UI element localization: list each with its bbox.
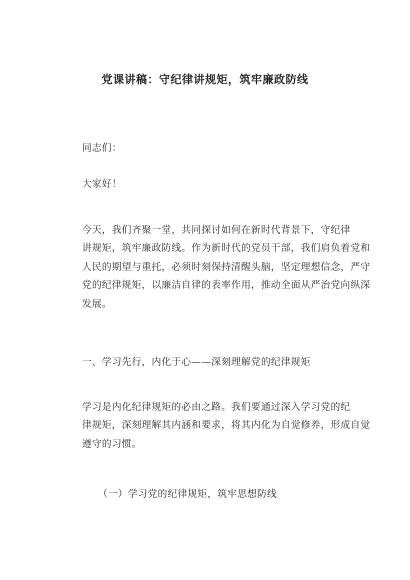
intro-line: 党的纪律规矩，以廉洁自律的表率作用，推动全面从严治党向纵深 [82, 280, 371, 292]
intro-line: 发展。 [82, 298, 112, 310]
section-line: 遵守的习惯。 [82, 438, 142, 450]
document-title: 党课讲稿：守纪律讲规矩，筑牢廉政防线 [101, 73, 309, 86]
section-line: 律规矩，深刻理解其内涵和要求，将其内化为自觉修养，形成自觉 [82, 420, 371, 432]
intro-line: 讲规矩，筑牢廉政防线。作为新时代的党员干部，我们肩负着党和 [82, 243, 371, 255]
section-paragraph [82, 399, 371, 454]
greeting-line: 同志们： [82, 143, 122, 154]
section-heading: 一、学习先行，内化于心——深刻理解党的纪律规矩 [82, 357, 311, 368]
intro-line: 人民的期望与重托，必须时刻保持清醒头脑，坚定理想信念，严守 [82, 261, 371, 273]
intro-paragraph [82, 222, 371, 314]
intro-line: 今天，我们齐聚一堂，共同探讨如何在新时代背景下，守纪律 [82, 225, 351, 236]
section-line: 学习是内化纪律规矩的必由之路。我们要通过深入学习党的纪 [82, 402, 351, 413]
salutation-line: 大家好！ [82, 179, 122, 190]
subsection-heading: （一）学习党的纪律规矩，筑牢思想防线 [98, 489, 277, 500]
